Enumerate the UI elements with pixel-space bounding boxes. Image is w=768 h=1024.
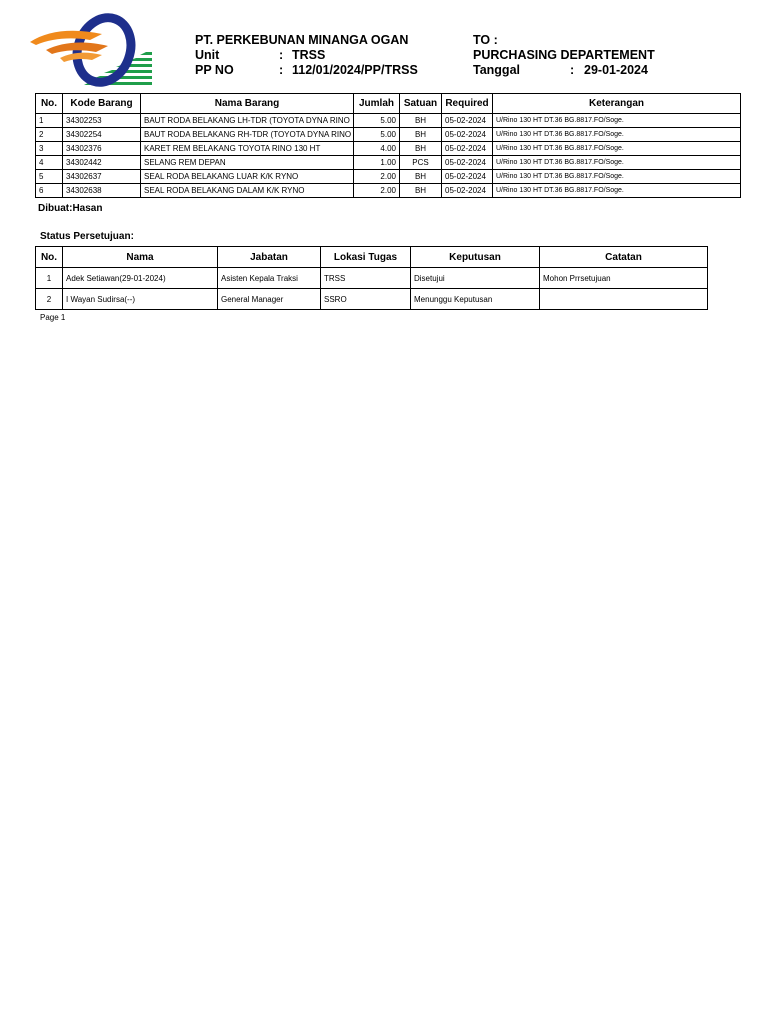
cell-nama: KARET REM BELAKANG TOYOTA RINO 130 HT — [141, 142, 354, 156]
cell-nama: Adek Setiawan(29-01-2024) — [63, 268, 218, 289]
unit-colon: : — [279, 48, 284, 62]
company-logo — [28, 12, 158, 90]
cell-catatan — [540, 289, 708, 310]
unit-value: TRSS — [292, 48, 326, 62]
cell-jumlah: 1.00 — [354, 156, 400, 170]
col-header-keterangan: Keterangan — [493, 94, 741, 114]
cell-kode: 34302442 — [63, 156, 141, 170]
pp-number-label: PP NO — [195, 63, 234, 77]
cell-kode: 34302376 — [63, 142, 141, 156]
approval-header-row — [36, 247, 708, 268]
col-header-kode-barang: Kode Barang — [63, 94, 141, 114]
table-row — [36, 114, 741, 128]
table-row — [36, 128, 741, 142]
col-header-catatan: Catatan — [540, 247, 708, 268]
recipient-department: PURCHASING DEPARTEMENT — [473, 48, 655, 62]
table-row — [36, 289, 708, 310]
cell-lokasi: TRSS — [321, 268, 411, 289]
cell-keterangan: U/Rino 130 HT DT.36 BG.8817.FO/Soge. — [493, 184, 741, 198]
company-name: PT. PERKEBUNAN MINANGA OGAN — [195, 33, 409, 47]
cell-kode: 34302254 — [63, 128, 141, 142]
date-label: Tanggal — [473, 63, 520, 77]
table-row — [36, 170, 741, 184]
cell-jabatan: Asisten Kepala Traksi — [218, 268, 321, 289]
cell-no: 4 — [36, 156, 63, 170]
cell-satuan: BH — [400, 170, 442, 184]
cell-satuan: BH — [400, 114, 442, 128]
col-header-required: Required — [442, 94, 493, 114]
cell-keterangan: U/Rino 130 HT DT.36 BG.8817.FO/Soge. — [493, 128, 741, 142]
cell-satuan: BH — [400, 142, 442, 156]
cell-no: 5 — [36, 170, 63, 184]
cell-satuan: BH — [400, 128, 442, 142]
date-colon: : — [570, 63, 575, 77]
cell-satuan: PCS — [400, 156, 442, 170]
date-value: 29-01-2024 — [584, 63, 648, 77]
approval-status-title: Status Persetujuan: — [40, 231, 134, 242]
items-header-row — [36, 94, 741, 114]
cell-keputusan: Menunggu Keputusan — [411, 289, 540, 310]
cell-catatan: Mohon Prrsetujuan — [540, 268, 708, 289]
col-header-satuan: Satuan — [400, 94, 442, 114]
cell-satuan: BH — [400, 184, 442, 198]
table-row — [36, 142, 741, 156]
cell-nama: SEAL RODA BELAKANG LUAR K/K RYNO — [141, 170, 354, 184]
cell-jabatan: General Manager — [218, 289, 321, 310]
col-header-nama-barang: Nama Barang — [141, 94, 354, 114]
to-label: TO : — [473, 33, 498, 47]
created-by: Dibuat:Hasan — [38, 203, 103, 214]
col-header-nama: Nama — [63, 247, 218, 268]
cell-lokasi: SSRO — [321, 289, 411, 310]
items-table — [35, 93, 741, 198]
col-header-jabatan: Jabatan — [218, 247, 321, 268]
cell-kode: 34302638 — [63, 184, 141, 198]
cell-nama: BAUT RODA BELAKANG LH-TDR (TOYOTA DYNA RINO — [141, 114, 354, 128]
cell-nama: SEAL RODA BELAKANG DALAM K/K RYNO — [141, 184, 354, 198]
cell-jumlah: 2.00 — [354, 184, 400, 198]
unit-label: Unit — [195, 48, 220, 62]
pp-number-value: 112/01/2024/PP/TRSS — [292, 63, 418, 77]
cell-no: 6 — [36, 184, 63, 198]
approval-table — [35, 246, 708, 310]
cell-jumlah: 4.00 — [354, 142, 400, 156]
cell-jumlah: 5.00 — [354, 114, 400, 128]
cell-keputusan: Disetujui — [411, 268, 540, 289]
table-row — [36, 156, 741, 170]
cell-keterangan: U/Rino 130 HT DT.36 BG.8817.FO/Soge. — [493, 142, 741, 156]
logo-orange-wings — [30, 31, 108, 62]
cell-required: 05-02-2024 — [442, 142, 493, 156]
cell-nama: SELANG REM DEPAN — [141, 156, 354, 170]
pp-number-colon: : — [279, 63, 284, 77]
cell-no: 2 — [36, 128, 63, 142]
col-header-no: No. — [36, 247, 63, 268]
cell-kode: 34302637 — [63, 170, 141, 184]
cell-jumlah: 2.00 — [354, 170, 400, 184]
cell-nama: I Wayan Sudirsa(--) — [63, 289, 218, 310]
cell-keterangan: U/Rino 130 HT DT.36 BG.8817.FO/Soge. — [493, 114, 741, 128]
cell-keterangan: U/Rino 130 HT DT.36 BG.8817.FO/Soge. — [493, 170, 741, 184]
cell-jumlah: 5.00 — [354, 128, 400, 142]
col-header-lokasi-tugas: Lokasi Tugas — [321, 247, 411, 268]
col-header-jumlah: Jumlah — [354, 94, 400, 114]
cell-required: 05-02-2024 — [442, 156, 493, 170]
cell-keterangan: U/Rino 130 HT DT.36 BG.8817.FO/Soge. — [493, 156, 741, 170]
cell-no: 1 — [36, 268, 63, 289]
cell-required: 05-02-2024 — [442, 128, 493, 142]
page-number: Page 1 — [40, 313, 66, 322]
cell-required: 05-02-2024 — [442, 114, 493, 128]
cell-nama: BAUT RODA BELAKANG RH-TDR (TOYOTA DYNA RINO — [141, 128, 354, 142]
cell-kode: 34302253 — [63, 114, 141, 128]
cell-required: 05-02-2024 — [442, 170, 493, 184]
cell-no: 1 — [36, 114, 63, 128]
table-row — [36, 184, 741, 198]
cell-no: 3 — [36, 142, 63, 156]
col-header-no: No. — [36, 94, 63, 114]
table-row — [36, 268, 708, 289]
col-header-keputusan: Keputusan — [411, 247, 540, 268]
cell-no: 2 — [36, 289, 63, 310]
cell-required: 05-02-2024 — [442, 184, 493, 198]
